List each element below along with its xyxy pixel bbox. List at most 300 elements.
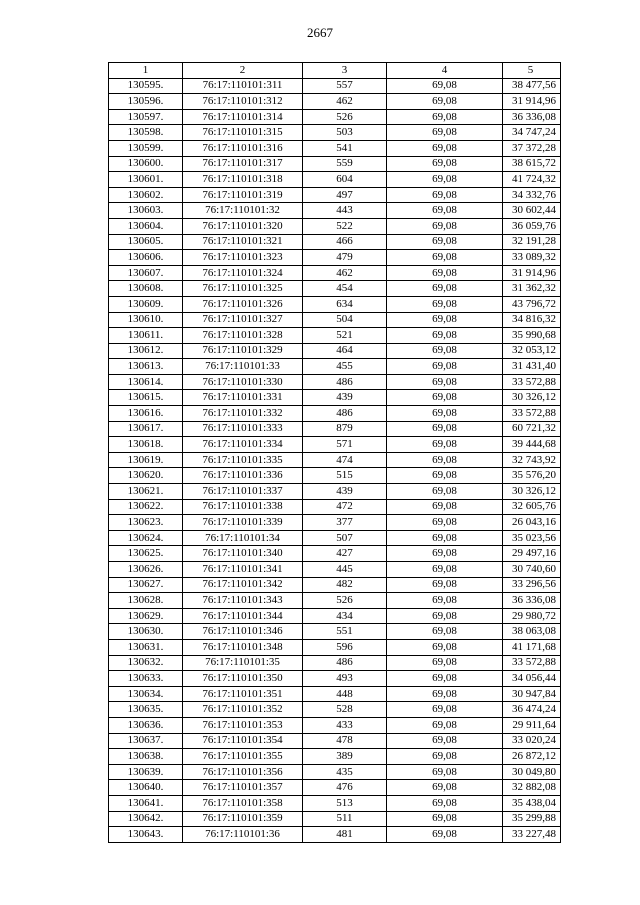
rate-cell: 69,08 — [387, 593, 503, 609]
area-cell: 526 — [303, 109, 387, 125]
row-number-cell: 130599. — [109, 140, 183, 156]
table-row — [109, 780, 561, 796]
column-header-3: 3 — [303, 63, 387, 79]
amount-cell: 32 743,92 — [503, 452, 561, 468]
row-number-cell: 130632. — [109, 655, 183, 671]
amount-cell: 31 914,96 — [503, 94, 561, 110]
amount-cell: 30 947,84 — [503, 686, 561, 702]
table-row — [109, 717, 561, 733]
table-row — [109, 468, 561, 484]
row-number-cell: 130613. — [109, 359, 183, 375]
amount-cell: 32 882,08 — [503, 780, 561, 796]
rate-cell: 69,08 — [387, 780, 503, 796]
area-cell: 482 — [303, 577, 387, 593]
table-row — [109, 296, 561, 312]
row-number-cell: 130623. — [109, 515, 183, 531]
rate-cell: 69,08 — [387, 187, 503, 203]
amount-cell: 38 477,56 — [503, 78, 561, 94]
area-cell: 474 — [303, 452, 387, 468]
row-number-cell: 130610. — [109, 312, 183, 328]
rate-cell: 69,08 — [387, 671, 503, 687]
table-row — [109, 593, 561, 609]
amount-cell: 30 049,80 — [503, 764, 561, 780]
table-row — [109, 749, 561, 765]
page-number: 2667 — [307, 25, 333, 40]
table-row — [109, 187, 561, 203]
cadastral-number-cell: 76:17:110101:326 — [183, 296, 303, 312]
table-row — [109, 671, 561, 687]
rate-cell: 69,08 — [387, 811, 503, 827]
row-number-cell: 130609. — [109, 296, 183, 312]
area-cell: 445 — [303, 562, 387, 578]
amount-cell: 32 053,12 — [503, 343, 561, 359]
table-row — [109, 218, 561, 234]
cadastral-number-cell: 76:17:110101:331 — [183, 390, 303, 406]
row-number-cell: 130606. — [109, 250, 183, 266]
cadastral-number-cell: 76:17:110101:327 — [183, 312, 303, 328]
amount-cell: 32 191,28 — [503, 234, 561, 250]
row-number-cell: 130607. — [109, 265, 183, 281]
table-row — [109, 390, 561, 406]
amount-cell: 41 171,68 — [503, 639, 561, 655]
amount-cell: 35 299,88 — [503, 811, 561, 827]
rate-cell: 69,08 — [387, 343, 503, 359]
column-header-5: 5 — [503, 63, 561, 79]
amount-cell: 34 056,44 — [503, 671, 561, 687]
table-row — [109, 686, 561, 702]
row-number-cell: 130608. — [109, 281, 183, 297]
table-row — [109, 343, 561, 359]
table-row — [109, 250, 561, 266]
table-row — [109, 515, 561, 531]
area-cell: 522 — [303, 218, 387, 234]
area-cell: 464 — [303, 343, 387, 359]
area-cell: 486 — [303, 374, 387, 390]
amount-cell: 30 326,12 — [503, 484, 561, 500]
area-cell: 389 — [303, 749, 387, 765]
rate-cell: 69,08 — [387, 608, 503, 624]
area-cell: 559 — [303, 156, 387, 172]
table-row — [109, 624, 561, 640]
area-cell: 493 — [303, 671, 387, 687]
cadastral-number-cell: 76:17:110101:352 — [183, 702, 303, 718]
area-cell: 427 — [303, 546, 387, 562]
amount-cell: 35 438,04 — [503, 795, 561, 811]
cadastral-number-cell: 76:17:110101:333 — [183, 421, 303, 437]
area-cell: 551 — [303, 624, 387, 640]
amount-cell: 33 296,56 — [503, 577, 561, 593]
table-row — [109, 827, 561, 843]
row-number-cell: 130624. — [109, 530, 183, 546]
row-number-cell: 130629. — [109, 608, 183, 624]
cadastral-number-cell: 76:17:110101:328 — [183, 328, 303, 344]
table-row — [109, 437, 561, 453]
table-row — [109, 281, 561, 297]
rate-cell: 69,08 — [387, 686, 503, 702]
row-number-cell: 130616. — [109, 406, 183, 422]
amount-cell: 36 474,24 — [503, 702, 561, 718]
row-number-cell: 130602. — [109, 187, 183, 203]
amount-cell: 37 372,28 — [503, 140, 561, 156]
amount-cell: 38 063,08 — [503, 624, 561, 640]
cadastral-number-cell: 76:17:110101:315 — [183, 125, 303, 141]
table-row — [109, 109, 561, 125]
row-number-cell: 130628. — [109, 593, 183, 609]
cadastral-number-cell: 76:17:110101:346 — [183, 624, 303, 640]
row-number-cell: 130638. — [109, 749, 183, 765]
amount-cell: 36 059,76 — [503, 218, 561, 234]
cadastral-number-cell: 76:17:110101:330 — [183, 374, 303, 390]
cadastral-number-cell: 76:17:110101:336 — [183, 468, 303, 484]
rate-cell: 69,08 — [387, 437, 503, 453]
area-cell: 448 — [303, 686, 387, 702]
table-row — [109, 733, 561, 749]
cadastral-number-cell: 76:17:110101:317 — [183, 156, 303, 172]
rate-cell: 69,08 — [387, 624, 503, 640]
rate-cell: 69,08 — [387, 374, 503, 390]
rate-cell: 69,08 — [387, 795, 503, 811]
area-cell: 513 — [303, 795, 387, 811]
area-cell: 571 — [303, 437, 387, 453]
rate-cell: 69,08 — [387, 172, 503, 188]
rate-cell: 69,08 — [387, 639, 503, 655]
cadastral-number-cell: 76:17:110101:318 — [183, 172, 303, 188]
amount-cell: 26 043,16 — [503, 515, 561, 531]
row-number-cell: 130601. — [109, 172, 183, 188]
area-cell: 557 — [303, 78, 387, 94]
row-number-cell: 130612. — [109, 343, 183, 359]
area-cell: 486 — [303, 655, 387, 671]
area-cell: 435 — [303, 764, 387, 780]
rate-cell: 69,08 — [387, 733, 503, 749]
rate-cell: 69,08 — [387, 234, 503, 250]
rate-cell: 69,08 — [387, 390, 503, 406]
rate-cell: 69,08 — [387, 499, 503, 515]
table-row — [109, 562, 561, 578]
area-cell: 481 — [303, 827, 387, 843]
amount-cell: 30 740,60 — [503, 562, 561, 578]
area-cell: 434 — [303, 608, 387, 624]
rate-cell: 69,08 — [387, 421, 503, 437]
row-number-cell: 130634. — [109, 686, 183, 702]
row-number-cell: 130627. — [109, 577, 183, 593]
cadastral-number-cell: 76:17:110101:325 — [183, 281, 303, 297]
rate-cell: 69,08 — [387, 484, 503, 500]
area-cell: 503 — [303, 125, 387, 141]
rate-cell: 69,08 — [387, 702, 503, 718]
row-number-cell: 130611. — [109, 328, 183, 344]
cadastral-number-cell: 76:17:110101:348 — [183, 639, 303, 655]
area-cell: 879 — [303, 421, 387, 437]
rate-cell: 69,08 — [387, 140, 503, 156]
row-number-cell: 130596. — [109, 94, 183, 110]
rate-cell: 69,08 — [387, 296, 503, 312]
area-cell: 541 — [303, 140, 387, 156]
cadastral-number-cell: 76:17:110101:342 — [183, 577, 303, 593]
amount-cell: 36 336,08 — [503, 593, 561, 609]
rate-cell: 69,08 — [387, 109, 503, 125]
area-cell: 462 — [303, 94, 387, 110]
rate-cell: 69,08 — [387, 515, 503, 531]
column-header-2: 2 — [183, 63, 303, 79]
table-row — [109, 546, 561, 562]
area-cell: 433 — [303, 717, 387, 733]
amount-cell: 30 602,44 — [503, 203, 561, 219]
table-row — [109, 156, 561, 172]
area-cell: 439 — [303, 390, 387, 406]
table-row — [109, 421, 561, 437]
amount-cell: 34 332,76 — [503, 187, 561, 203]
cadastral-number-cell: 76:17:110101:324 — [183, 265, 303, 281]
rate-cell: 69,08 — [387, 827, 503, 843]
cadastral-number-cell: 76:17:110101:329 — [183, 343, 303, 359]
row-number-cell: 130643. — [109, 827, 183, 843]
table-row — [109, 140, 561, 156]
area-cell: 526 — [303, 593, 387, 609]
table-row — [109, 499, 561, 515]
cadastral-number-cell: 76:17:110101:35 — [183, 655, 303, 671]
area-cell: 476 — [303, 780, 387, 796]
amount-cell: 32 605,76 — [503, 499, 561, 515]
cadastral-number-cell: 76:17:110101:341 — [183, 562, 303, 578]
row-number-cell: 130626. — [109, 562, 183, 578]
cadastral-number-cell: 76:17:110101:359 — [183, 811, 303, 827]
row-number-cell: 130636. — [109, 717, 183, 733]
amount-cell: 60 721,32 — [503, 421, 561, 437]
amount-cell: 35 576,20 — [503, 468, 561, 484]
table-row — [109, 172, 561, 188]
row-number-cell: 130619. — [109, 452, 183, 468]
table-row — [109, 795, 561, 811]
cadastral-number-cell: 76:17:110101:355 — [183, 749, 303, 765]
area-cell: 604 — [303, 172, 387, 188]
amount-cell: 31 431,40 — [503, 359, 561, 375]
rate-cell: 69,08 — [387, 546, 503, 562]
column-header-4: 4 — [387, 63, 503, 79]
amount-cell: 43 796,72 — [503, 296, 561, 312]
row-number-cell: 130600. — [109, 156, 183, 172]
cadastral-number-cell: 76:17:110101:316 — [183, 140, 303, 156]
cadastral-number-cell: 76:17:110101:353 — [183, 717, 303, 733]
cadastral-number-cell: 76:17:110101:344 — [183, 608, 303, 624]
amount-cell: 31 914,96 — [503, 265, 561, 281]
cadastral-number-cell: 76:17:110101:321 — [183, 234, 303, 250]
cadastral-number-cell: 76:17:110101:340 — [183, 546, 303, 562]
cadastral-number-cell: 76:17:110101:323 — [183, 250, 303, 266]
row-number-cell: 130617. — [109, 421, 183, 437]
table-row — [109, 265, 561, 281]
cadastral-number-cell: 76:17:110101:358 — [183, 795, 303, 811]
row-number-cell: 130625. — [109, 546, 183, 562]
rate-cell: 69,08 — [387, 94, 503, 110]
rate-cell: 69,08 — [387, 717, 503, 733]
table-row — [109, 811, 561, 827]
row-number-cell: 130597. — [109, 109, 183, 125]
amount-cell: 36 336,08 — [503, 109, 561, 125]
cadastral-number-cell: 76:17:110101:335 — [183, 452, 303, 468]
row-number-cell: 130635. — [109, 702, 183, 718]
table-header-row — [109, 63, 561, 79]
amount-cell: 31 362,32 — [503, 281, 561, 297]
cadastral-number-cell: 76:17:110101:311 — [183, 78, 303, 94]
cadastral-number-cell: 76:17:110101:319 — [183, 187, 303, 203]
rate-cell: 69,08 — [387, 125, 503, 141]
registry-table — [108, 62, 561, 843]
table-row — [109, 452, 561, 468]
row-number-cell: 130639. — [109, 764, 183, 780]
cadastral-number-cell: 76:17:110101:32 — [183, 203, 303, 219]
table-row — [109, 78, 561, 94]
area-cell: 634 — [303, 296, 387, 312]
cadastral-number-cell: 76:17:110101:343 — [183, 593, 303, 609]
area-cell: 377 — [303, 515, 387, 531]
cadastral-number-cell: 76:17:110101:314 — [183, 109, 303, 125]
table-row — [109, 125, 561, 141]
cadastral-number-cell: 76:17:110101:34 — [183, 530, 303, 546]
rate-cell: 69,08 — [387, 156, 503, 172]
area-cell: 439 — [303, 484, 387, 500]
area-cell: 497 — [303, 187, 387, 203]
rate-cell: 69,08 — [387, 359, 503, 375]
area-cell: 454 — [303, 281, 387, 297]
amount-cell: 26 872,12 — [503, 749, 561, 765]
table-row — [109, 577, 561, 593]
row-number-cell: 130631. — [109, 639, 183, 655]
row-number-cell: 130642. — [109, 811, 183, 827]
amount-cell: 38 615,72 — [503, 156, 561, 172]
table-row — [109, 608, 561, 624]
amount-cell: 30 326,12 — [503, 390, 561, 406]
table-row — [109, 359, 561, 375]
table-row — [109, 234, 561, 250]
cadastral-number-cell: 76:17:110101:337 — [183, 484, 303, 500]
cadastral-number-cell: 76:17:110101:33 — [183, 359, 303, 375]
rate-cell: 69,08 — [387, 562, 503, 578]
cadastral-number-cell: 76:17:110101:357 — [183, 780, 303, 796]
row-number-cell: 130637. — [109, 733, 183, 749]
area-cell: 528 — [303, 702, 387, 718]
row-number-cell: 130633. — [109, 671, 183, 687]
row-number-cell: 130618. — [109, 437, 183, 453]
row-number-cell: 130614. — [109, 374, 183, 390]
amount-cell: 29 911,64 — [503, 717, 561, 733]
area-cell: 515 — [303, 468, 387, 484]
rate-cell: 69,08 — [387, 468, 503, 484]
area-cell: 511 — [303, 811, 387, 827]
rate-cell: 69,08 — [387, 78, 503, 94]
cadastral-number-cell: 76:17:110101:36 — [183, 827, 303, 843]
table-row — [109, 406, 561, 422]
cadastral-number-cell: 76:17:110101:356 — [183, 764, 303, 780]
area-cell: 507 — [303, 530, 387, 546]
cadastral-number-cell: 76:17:110101:351 — [183, 686, 303, 702]
row-number-cell: 130630. — [109, 624, 183, 640]
table-row — [109, 484, 561, 500]
area-cell: 479 — [303, 250, 387, 266]
cadastral-number-cell: 76:17:110101:312 — [183, 94, 303, 110]
rate-cell: 69,08 — [387, 218, 503, 234]
table-body — [109, 78, 561, 842]
cadastral-number-cell: 76:17:110101:339 — [183, 515, 303, 531]
amount-cell: 34 747,24 — [503, 125, 561, 141]
area-cell: 596 — [303, 639, 387, 655]
amount-cell: 35 023,56 — [503, 530, 561, 546]
table-row — [109, 94, 561, 110]
cadastral-number-cell: 76:17:110101:354 — [183, 733, 303, 749]
table-row — [109, 312, 561, 328]
area-cell: 504 — [303, 312, 387, 328]
row-number-cell: 130621. — [109, 484, 183, 500]
area-cell: 462 — [303, 265, 387, 281]
area-cell: 478 — [303, 733, 387, 749]
row-number-cell: 130622. — [109, 499, 183, 515]
row-number-cell: 130640. — [109, 780, 183, 796]
table-row — [109, 530, 561, 546]
table-row — [109, 764, 561, 780]
column-header-1: 1 — [109, 63, 183, 79]
table-row — [109, 655, 561, 671]
rate-cell: 69,08 — [387, 203, 503, 219]
rate-cell: 69,08 — [387, 312, 503, 328]
area-cell: 521 — [303, 328, 387, 344]
amount-cell: 39 444,68 — [503, 437, 561, 453]
row-number-cell: 130598. — [109, 125, 183, 141]
amount-cell: 33 089,32 — [503, 250, 561, 266]
rate-cell: 69,08 — [387, 749, 503, 765]
row-number-cell: 130604. — [109, 218, 183, 234]
row-number-cell: 130595. — [109, 78, 183, 94]
amount-cell: 33 020,24 — [503, 733, 561, 749]
cadastral-number-cell: 76:17:110101:334 — [183, 437, 303, 453]
rate-cell: 69,08 — [387, 764, 503, 780]
amount-cell: 33 572,88 — [503, 655, 561, 671]
table-row — [109, 374, 561, 390]
table-row — [109, 328, 561, 344]
amount-cell: 35 990,68 — [503, 328, 561, 344]
rate-cell: 69,08 — [387, 281, 503, 297]
amount-cell: 29 497,16 — [503, 546, 561, 562]
area-cell: 443 — [303, 203, 387, 219]
rate-cell: 69,08 — [387, 530, 503, 546]
amount-cell: 34 816,32 — [503, 312, 561, 328]
table-row — [109, 639, 561, 655]
amount-cell: 29 980,72 — [503, 608, 561, 624]
rate-cell: 69,08 — [387, 265, 503, 281]
area-cell: 486 — [303, 406, 387, 422]
cadastral-number-cell: 76:17:110101:332 — [183, 406, 303, 422]
row-number-cell: 130603. — [109, 203, 183, 219]
row-number-cell: 130620. — [109, 468, 183, 484]
row-number-cell: 130605. — [109, 234, 183, 250]
cadastral-number-cell: 76:17:110101:350 — [183, 671, 303, 687]
amount-cell: 33 572,88 — [503, 374, 561, 390]
area-cell: 455 — [303, 359, 387, 375]
rate-cell: 69,08 — [387, 406, 503, 422]
rate-cell: 69,08 — [387, 655, 503, 671]
cadastral-number-cell: 76:17:110101:338 — [183, 499, 303, 515]
table-row — [109, 702, 561, 718]
amount-cell: 33 227,48 — [503, 827, 561, 843]
rate-cell: 69,08 — [387, 452, 503, 468]
rate-cell: 69,08 — [387, 250, 503, 266]
row-number-cell: 130641. — [109, 795, 183, 811]
amount-cell: 33 572,88 — [503, 406, 561, 422]
area-cell: 466 — [303, 234, 387, 250]
amount-cell: 41 724,32 — [503, 172, 561, 188]
area-cell: 472 — [303, 499, 387, 515]
cadastral-number-cell: 76:17:110101:320 — [183, 218, 303, 234]
rate-cell: 69,08 — [387, 577, 503, 593]
